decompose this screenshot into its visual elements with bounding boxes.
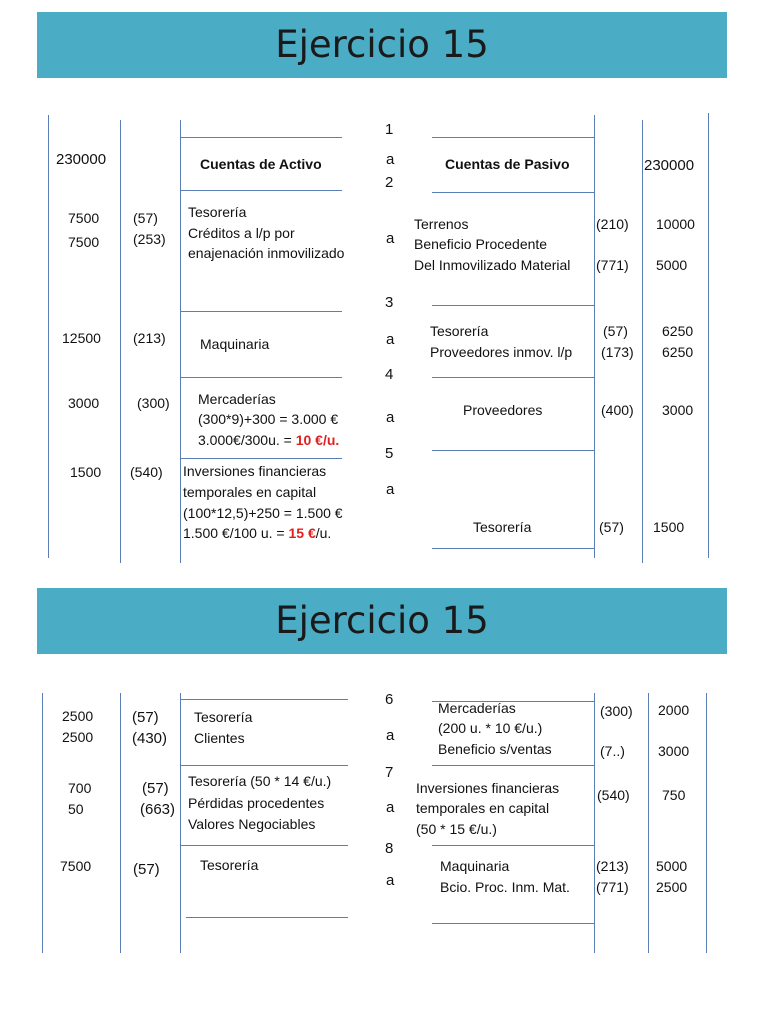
debit-code: (213) xyxy=(133,330,166,346)
credit-code: (771) xyxy=(596,257,629,273)
credit-account: Bcio. Proc. Inm. Mat. xyxy=(440,879,570,895)
section2-title: Ejercicio 15 xyxy=(275,599,489,642)
unit-price-suffix: /u. xyxy=(315,525,332,541)
debit-account: temporales en capital xyxy=(183,484,317,500)
divider xyxy=(186,917,348,918)
credit-account: Terrenos xyxy=(414,216,469,232)
entry-a: a xyxy=(386,481,395,498)
total-left: 230000 xyxy=(56,151,107,168)
credit-code: (173) xyxy=(601,344,634,360)
credit-account: Proveedores inmov. l/p xyxy=(430,344,573,360)
divider xyxy=(180,458,342,459)
divider xyxy=(594,693,595,953)
debit-amount: 1500 xyxy=(70,464,102,480)
divider xyxy=(432,765,594,766)
entry-a: a xyxy=(386,230,395,247)
credit-amount: 5000 xyxy=(656,257,688,273)
debit-code: (57) xyxy=(132,709,159,726)
header-activo: Cuentas de Activo xyxy=(200,156,322,172)
debit-code: (663) xyxy=(140,801,176,818)
debit-amount: 2500 xyxy=(62,729,94,745)
credit-account: Tesorería xyxy=(473,519,532,535)
credit-account: Mercaderías xyxy=(438,700,516,716)
section1-title-banner xyxy=(37,12,727,78)
credit-account: Maquinaria xyxy=(440,858,510,874)
debit-account: Mercaderías xyxy=(198,391,276,407)
debit-code: (253) xyxy=(133,231,166,247)
entry-number: 4 xyxy=(385,366,394,383)
unit-price-label: 1.500 €/100 u. = xyxy=(183,525,289,541)
divider xyxy=(120,693,121,953)
divider xyxy=(42,693,43,953)
entry-a: a xyxy=(386,409,395,426)
entry-a: a xyxy=(386,331,395,348)
credit-amount: 10000 xyxy=(656,216,695,232)
debit-code: (300) xyxy=(137,395,170,411)
divider xyxy=(180,311,342,312)
credit-amount: 5000 xyxy=(656,858,688,874)
credit-calculation: (50 * 15 €/u.) xyxy=(416,821,497,837)
debit-account: Valores Negociables xyxy=(188,816,316,832)
divider xyxy=(180,137,342,138)
header-pasivo: Cuentas de Pasivo xyxy=(445,156,570,172)
entry-number: 7 xyxy=(385,764,394,781)
debit-account: Inversiones financieras xyxy=(183,463,327,479)
debit-code: (540) xyxy=(130,464,163,480)
debit-amount: 2500 xyxy=(62,708,94,724)
divider xyxy=(642,120,643,563)
entry-number: 3 xyxy=(385,294,394,311)
divider xyxy=(432,377,594,378)
section1-title: Ejercicio 15 xyxy=(275,23,489,66)
divider xyxy=(594,115,595,558)
entry-number: 2 xyxy=(385,174,394,191)
divider xyxy=(432,192,594,193)
credit-code: (771) xyxy=(596,879,629,895)
credit-amount: 2000 xyxy=(658,702,690,718)
divider xyxy=(432,137,594,138)
credit-amount: 3000 xyxy=(658,743,690,759)
divider xyxy=(432,923,594,924)
entry-number: 5 xyxy=(385,445,394,462)
debit-account: Tesorería xyxy=(194,709,253,725)
divider xyxy=(180,693,181,953)
divider xyxy=(48,115,49,558)
credit-code: (210) xyxy=(596,216,629,232)
debit-calculation xyxy=(183,523,331,543)
credit-code: (57) xyxy=(603,323,628,339)
debit-amount: 7500 xyxy=(68,234,100,250)
entry-a: a xyxy=(386,151,395,168)
debit-amount: 3000 xyxy=(68,395,100,411)
credit-amount: 3000 xyxy=(662,402,694,418)
credit-account: Inversiones financieras xyxy=(416,780,560,796)
total-right: 230000 xyxy=(644,157,695,174)
entry-number: 1 xyxy=(385,121,394,138)
debit-amount: 50 xyxy=(68,801,84,817)
divider xyxy=(180,765,348,766)
debit-account: Tesorería xyxy=(200,857,259,873)
entry-a: a xyxy=(386,872,395,889)
divider xyxy=(180,190,342,191)
credit-account: temporales en capital xyxy=(416,800,550,816)
debit-account: Créditos a l/p por xyxy=(188,225,295,241)
debit-calculation: (300*9)+300 = 3.000 € xyxy=(198,411,339,427)
debit-calculation: (100*12,5)+250 = 1.500 € xyxy=(183,505,343,521)
credit-account: Del Inmovilizado Material xyxy=(414,257,571,273)
debit-account: Tesorería (50 * 14 €/u.) xyxy=(188,773,332,789)
credit-amount: 2500 xyxy=(656,879,688,895)
divider xyxy=(180,845,348,846)
divider xyxy=(432,450,594,451)
divider xyxy=(432,845,594,846)
credit-amount: 1500 xyxy=(653,519,685,535)
unit-price-highlight: 10 €/u. xyxy=(295,432,340,448)
debit-account: enajenación inmovilizado xyxy=(188,245,345,261)
credit-code: (57) xyxy=(599,519,624,535)
credit-code: (213) xyxy=(596,858,629,874)
credit-amount: 6250 xyxy=(662,344,694,360)
debit-account: Tesorería xyxy=(188,204,247,220)
debit-account: Pérdidas procedentes xyxy=(188,795,325,811)
credit-account: Proveedores xyxy=(463,402,543,418)
debit-amount: 7500 xyxy=(60,858,92,874)
debit-code: (57) xyxy=(133,210,158,226)
divider xyxy=(432,548,594,549)
unit-price-label: 3.000€/300u. = xyxy=(198,432,296,448)
section2-title-banner xyxy=(37,588,727,654)
debit-code: (430) xyxy=(132,730,168,747)
entry-number: 6 xyxy=(385,691,394,708)
debit-account: Clientes xyxy=(194,730,245,746)
divider xyxy=(180,120,181,563)
entry-a: a xyxy=(386,799,395,816)
debit-amount: 12500 xyxy=(62,330,101,346)
credit-amount: 6250 xyxy=(662,323,694,339)
unit-price-highlight: 15 € xyxy=(288,525,316,541)
credit-calculation: (200 u. * 10 €/u.) xyxy=(438,720,543,736)
credit-code: (300) xyxy=(600,703,633,719)
divider xyxy=(432,305,594,306)
entry-a: a xyxy=(386,727,395,744)
debit-amount: 7500 xyxy=(68,210,100,226)
divider xyxy=(706,693,707,953)
divider xyxy=(180,699,348,700)
debit-code: (57) xyxy=(133,861,160,878)
debit-amount: 700 xyxy=(68,780,92,796)
debit-code: (57) xyxy=(142,780,169,797)
credit-amount: 750 xyxy=(662,787,686,803)
divider xyxy=(648,693,649,953)
debit-calculation xyxy=(198,430,339,450)
divider xyxy=(120,120,121,563)
debit-account: Maquinaria xyxy=(200,336,270,352)
credit-account: Tesorería xyxy=(430,323,489,339)
credit-code: (540) xyxy=(597,787,630,803)
credit-code: (400) xyxy=(601,402,634,418)
credit-account: Beneficio Procedente xyxy=(414,236,548,252)
credit-code: (7..) xyxy=(600,743,625,759)
divider xyxy=(180,377,342,378)
divider xyxy=(708,113,709,558)
entry-number: 8 xyxy=(385,840,394,857)
credit-account: Beneficio s/ventas xyxy=(438,741,552,757)
